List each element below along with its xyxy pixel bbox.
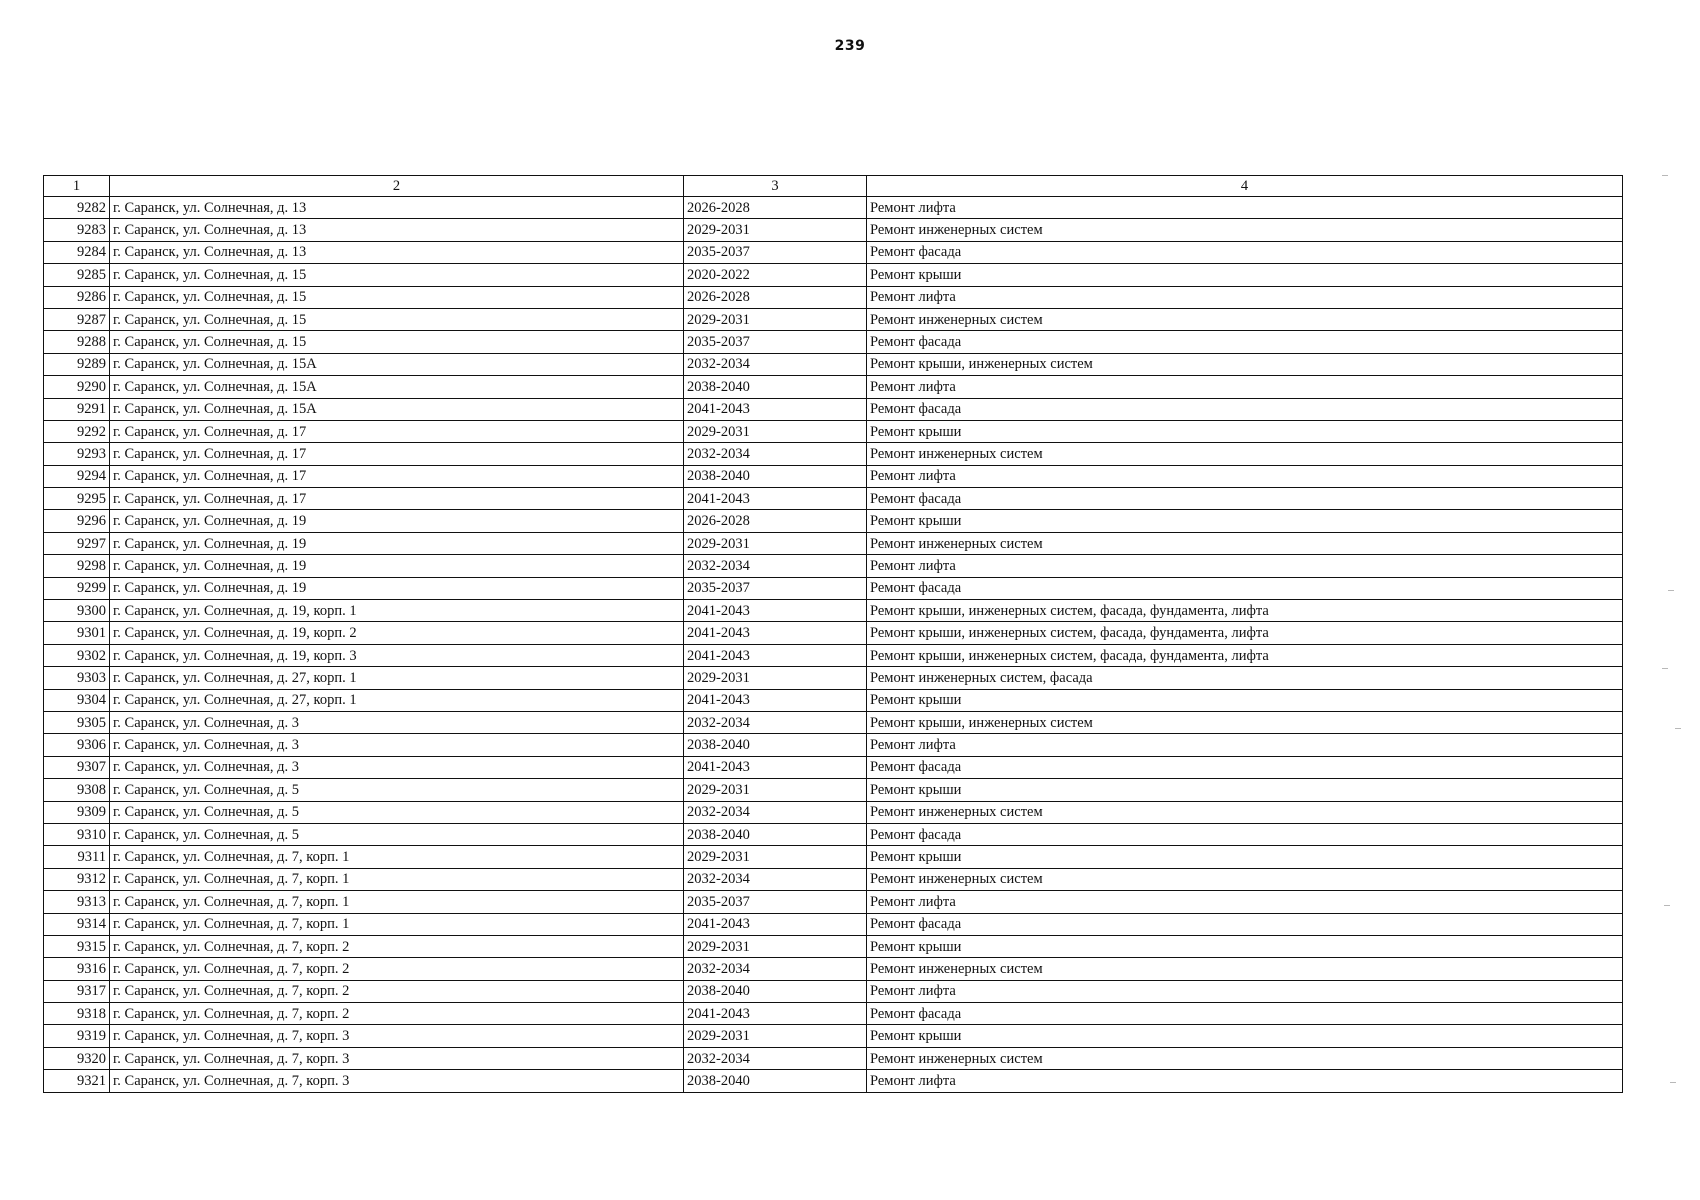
- years-cell: 2020-2022: [684, 264, 867, 286]
- years-cell: 2029-2031: [684, 308, 867, 330]
- table-row: [44, 711, 1623, 733]
- row-number-cell: 9319: [44, 1025, 110, 1047]
- table-row: [44, 1003, 1623, 1025]
- work-type-cell: Ремонт крыши: [867, 420, 1623, 442]
- row-number-cell: 9293: [44, 443, 110, 465]
- address-cell: г. Саранск, ул. Солнечная, д. 7, корп. 1: [110, 846, 684, 868]
- work-type-cell: Ремонт крыши: [867, 846, 1623, 868]
- table-row: [44, 532, 1623, 554]
- years-cell: 2026-2028: [684, 197, 867, 219]
- row-number-cell: 9304: [44, 689, 110, 711]
- address-cell: г. Саранск, ул. Солнечная, д. 7, корп. 1: [110, 868, 684, 890]
- table-row: [44, 779, 1623, 801]
- address-cell: г. Саранск, ул. Солнечная, д. 7, корп. 3: [110, 1025, 684, 1047]
- row-number-cell: 9310: [44, 823, 110, 845]
- row-number-cell: 9308: [44, 779, 110, 801]
- work-type-cell: Ремонт лифта: [867, 734, 1623, 756]
- row-number-cell: 9295: [44, 488, 110, 510]
- years-cell: 2032-2034: [684, 1047, 867, 1069]
- column-header-2: 2: [110, 176, 684, 197]
- row-number-cell: 9307: [44, 756, 110, 778]
- years-cell: 2035-2037: [684, 577, 867, 599]
- row-number-cell: 9309: [44, 801, 110, 823]
- years-cell: 2029-2031: [684, 935, 867, 957]
- work-type-cell: Ремонт лифта: [867, 286, 1623, 308]
- table-row: [44, 376, 1623, 398]
- table-row: [44, 219, 1623, 241]
- years-cell: 2035-2037: [684, 891, 867, 913]
- address-cell: г. Саранск, ул. Солнечная, д. 15А: [110, 353, 684, 375]
- table-row: [44, 980, 1623, 1002]
- table-row: [44, 353, 1623, 375]
- address-cell: г. Саранск, ул. Солнечная, д. 27, корп. 1: [110, 689, 684, 711]
- table-row: [44, 823, 1623, 845]
- row-number-cell: 9282: [44, 197, 110, 219]
- years-cell: 2041-2043: [684, 1003, 867, 1025]
- scan-mark: [1664, 905, 1670, 906]
- years-cell: 2041-2043: [684, 913, 867, 935]
- row-number-cell: 9302: [44, 644, 110, 666]
- table-row: [44, 1047, 1623, 1069]
- address-cell: г. Саранск, ул. Солнечная, д. 7, корп. 2: [110, 980, 684, 1002]
- table-row: [44, 868, 1623, 890]
- table-row: [44, 622, 1623, 644]
- row-number-cell: 9289: [44, 353, 110, 375]
- work-type-cell: Ремонт инженерных систем: [867, 219, 1623, 241]
- table-row: [44, 197, 1623, 219]
- scan-mark: [1668, 590, 1674, 591]
- row-number-cell: 9287: [44, 308, 110, 330]
- address-cell: г. Саранск, ул. Солнечная, д. 17: [110, 488, 684, 510]
- column-header-3: 3: [684, 176, 867, 197]
- years-cell: 2032-2034: [684, 868, 867, 890]
- row-number-cell: 9317: [44, 980, 110, 1002]
- address-cell: г. Саранск, ул. Солнечная, д. 3: [110, 711, 684, 733]
- years-cell: 2029-2031: [684, 846, 867, 868]
- table-row: [44, 846, 1623, 868]
- row-number-cell: 9314: [44, 913, 110, 935]
- years-cell: 2035-2037: [684, 331, 867, 353]
- table-row: [44, 913, 1623, 935]
- table-row: [44, 577, 1623, 599]
- row-number-cell: 9284: [44, 241, 110, 263]
- work-type-cell: Ремонт инженерных систем: [867, 958, 1623, 980]
- table-row: [44, 891, 1623, 913]
- row-number-cell: 9296: [44, 510, 110, 532]
- work-type-cell: Ремонт инженерных систем: [867, 1047, 1623, 1069]
- work-type-cell: Ремонт фасада: [867, 398, 1623, 420]
- work-type-cell: Ремонт крыши: [867, 689, 1623, 711]
- address-cell: г. Саранск, ул. Солнечная, д. 7, корп. 3: [110, 1047, 684, 1069]
- work-type-cell: Ремонт крыши: [867, 1025, 1623, 1047]
- work-type-cell: Ремонт лифта: [867, 1070, 1623, 1092]
- address-cell: г. Саранск, ул. Солнечная, д. 27, корп. 1: [110, 667, 684, 689]
- address-cell: г. Саранск, ул. Солнечная, д. 13: [110, 197, 684, 219]
- table-row: [44, 689, 1623, 711]
- repair-schedule-table: [43, 175, 1623, 1093]
- table-row: [44, 958, 1623, 980]
- work-type-cell: Ремонт инженерных систем: [867, 308, 1623, 330]
- work-type-cell: Ремонт фасада: [867, 241, 1623, 263]
- address-cell: г. Саранск, ул. Солнечная, д. 5: [110, 779, 684, 801]
- row-number-cell: 9297: [44, 532, 110, 554]
- table-row: [44, 264, 1623, 286]
- table-row: [44, 510, 1623, 532]
- table-row: [44, 756, 1623, 778]
- address-cell: г. Саранск, ул. Солнечная, д. 19, корп. 1: [110, 600, 684, 622]
- column-header-4: 4: [867, 176, 1623, 197]
- address-cell: г. Саранск, ул. Солнечная, д. 19: [110, 510, 684, 532]
- work-type-cell: Ремонт лифта: [867, 891, 1623, 913]
- work-type-cell: Ремонт фасада: [867, 488, 1623, 510]
- years-cell: 2041-2043: [684, 622, 867, 644]
- years-cell: 2032-2034: [684, 353, 867, 375]
- table-row: [44, 465, 1623, 487]
- address-cell: г. Саранск, ул. Солнечная, д. 7, корп. 3: [110, 1070, 684, 1092]
- table-row: [44, 667, 1623, 689]
- work-type-cell: Ремонт фасада: [867, 756, 1623, 778]
- work-type-cell: Ремонт крыши, инженерных систем, фасада, фундамента, лифта: [867, 644, 1623, 666]
- address-cell: г. Саранск, ул. Солнечная, д. 19, корп. 3: [110, 644, 684, 666]
- row-number-cell: 9299: [44, 577, 110, 599]
- row-number-cell: 9312: [44, 868, 110, 890]
- address-cell: г. Саранск, ул. Солнечная, д. 17: [110, 465, 684, 487]
- address-cell: г. Саранск, ул. Солнечная, д. 7, корп. 1: [110, 913, 684, 935]
- years-cell: 2038-2040: [684, 376, 867, 398]
- years-cell: 2029-2031: [684, 532, 867, 554]
- work-type-cell: Ремонт лифта: [867, 376, 1623, 398]
- work-type-cell: Ремонт лифта: [867, 465, 1623, 487]
- address-cell: г. Саранск, ул. Солнечная, д. 17: [110, 420, 684, 442]
- years-cell: 2035-2037: [684, 241, 867, 263]
- work-type-cell: Ремонт инженерных систем: [867, 443, 1623, 465]
- table-row: [44, 555, 1623, 577]
- years-cell: 2032-2034: [684, 711, 867, 733]
- years-cell: 2029-2031: [684, 779, 867, 801]
- table-row: [44, 935, 1623, 957]
- row-number-cell: 9286: [44, 286, 110, 308]
- work-type-cell: Ремонт крыши: [867, 935, 1623, 957]
- row-number-cell: 9290: [44, 376, 110, 398]
- years-cell: 2038-2040: [684, 980, 867, 1002]
- years-cell: 2026-2028: [684, 286, 867, 308]
- years-cell: 2041-2043: [684, 488, 867, 510]
- address-cell: г. Саранск, ул. Солнечная, д. 13: [110, 219, 684, 241]
- table-header-row: [44, 176, 1623, 197]
- row-number-cell: 9294: [44, 465, 110, 487]
- scan-mark: [1670, 1082, 1676, 1083]
- years-cell: 2041-2043: [684, 398, 867, 420]
- address-cell: г. Саранск, ул. Солнечная, д. 15А: [110, 376, 684, 398]
- work-type-cell: Ремонт крыши, инженерных систем, фасада, фундамента, лифта: [867, 600, 1623, 622]
- address-cell: г. Саранск, ул. Солнечная, д. 7, корп. 2: [110, 1003, 684, 1025]
- address-cell: г. Саранск, ул. Солнечная, д. 19: [110, 532, 684, 554]
- table-row: [44, 443, 1623, 465]
- address-cell: г. Саранск, ул. Солнечная, д. 15: [110, 331, 684, 353]
- scan-mark: [1662, 668, 1668, 669]
- row-number-cell: 9305: [44, 711, 110, 733]
- work-type-cell: Ремонт крыши, инженерных систем: [867, 353, 1623, 375]
- address-cell: г. Саранск, ул. Солнечная, д. 17: [110, 443, 684, 465]
- work-type-cell: Ремонт фасада: [867, 823, 1623, 845]
- table-row: [44, 488, 1623, 510]
- column-header-1: 1: [44, 176, 110, 197]
- row-number-cell: 9320: [44, 1047, 110, 1069]
- years-cell: 2029-2031: [684, 1025, 867, 1047]
- table-row: [44, 801, 1623, 823]
- table-row: [44, 1070, 1623, 1092]
- table-row: [44, 420, 1623, 442]
- address-cell: г. Саранск, ул. Солнечная, д. 7, корп. 1: [110, 891, 684, 913]
- table-row: [44, 734, 1623, 756]
- work-type-cell: Ремонт крыши: [867, 264, 1623, 286]
- address-cell: г. Саранск, ул. Солнечная, д. 5: [110, 801, 684, 823]
- address-cell: г. Саранск, ул. Солнечная, д. 3: [110, 734, 684, 756]
- row-number-cell: 9298: [44, 555, 110, 577]
- address-cell: г. Саранск, ул. Солнечная, д. 13: [110, 241, 684, 263]
- table-row: [44, 1025, 1623, 1047]
- years-cell: 2041-2043: [684, 689, 867, 711]
- work-type-cell: Ремонт фасада: [867, 1003, 1623, 1025]
- table-row: [44, 644, 1623, 666]
- row-number-cell: 9316: [44, 958, 110, 980]
- address-cell: г. Саранск, ул. Солнечная, д. 15А: [110, 398, 684, 420]
- row-number-cell: 9292: [44, 420, 110, 442]
- years-cell: 2032-2034: [684, 555, 867, 577]
- table-row: [44, 286, 1623, 308]
- scan-mark: [1662, 175, 1668, 176]
- work-type-cell: Ремонт лифта: [867, 980, 1623, 1002]
- address-cell: г. Саранск, ул. Солнечная, д. 19, корп. 2: [110, 622, 684, 644]
- row-number-cell: 9291: [44, 398, 110, 420]
- work-type-cell: Ремонт инженерных систем: [867, 532, 1623, 554]
- address-cell: г. Саранск, ул. Солнечная, д. 15: [110, 308, 684, 330]
- years-cell: 2029-2031: [684, 667, 867, 689]
- scan-mark: [1675, 728, 1681, 729]
- work-type-cell: Ремонт фасада: [867, 913, 1623, 935]
- work-type-cell: Ремонт фасада: [867, 577, 1623, 599]
- row-number-cell: 9313: [44, 891, 110, 913]
- work-type-cell: Ремонт крыши: [867, 779, 1623, 801]
- years-cell: 2041-2043: [684, 600, 867, 622]
- years-cell: 2032-2034: [684, 958, 867, 980]
- table-row: [44, 241, 1623, 263]
- table-row: [44, 308, 1623, 330]
- table-row: [44, 600, 1623, 622]
- row-number-cell: 9321: [44, 1070, 110, 1092]
- row-number-cell: 9311: [44, 846, 110, 868]
- years-cell: 2041-2043: [684, 644, 867, 666]
- years-cell: 2038-2040: [684, 465, 867, 487]
- years-cell: 2041-2043: [684, 756, 867, 778]
- years-cell: 2038-2040: [684, 734, 867, 756]
- years-cell: 2029-2031: [684, 420, 867, 442]
- row-number-cell: 9285: [44, 264, 110, 286]
- years-cell: 2038-2040: [684, 1070, 867, 1092]
- row-number-cell: 9318: [44, 1003, 110, 1025]
- page-number: 239: [834, 38, 866, 54]
- address-cell: г. Саранск, ул. Солнечная, д. 7, корп. 2: [110, 958, 684, 980]
- address-cell: г. Саранск, ул. Солнечная, д. 15: [110, 286, 684, 308]
- years-cell: 2029-2031: [684, 219, 867, 241]
- address-cell: г. Саранск, ул. Солнечная, д. 19: [110, 555, 684, 577]
- row-number-cell: 9301: [44, 622, 110, 644]
- years-cell: 2032-2034: [684, 801, 867, 823]
- work-type-cell: Ремонт лифта: [867, 555, 1623, 577]
- work-type-cell: Ремонт инженерных систем: [867, 801, 1623, 823]
- years-cell: 2032-2034: [684, 443, 867, 465]
- years-cell: 2038-2040: [684, 823, 867, 845]
- work-type-cell: Ремонт инженерных систем: [867, 868, 1623, 890]
- work-type-cell: Ремонт лифта: [867, 197, 1623, 219]
- address-cell: г. Саранск, ул. Солнечная, д. 19: [110, 577, 684, 599]
- work-type-cell: Ремонт инженерных систем, фасада: [867, 667, 1623, 689]
- table-body: [44, 197, 1623, 1093]
- row-number-cell: 9283: [44, 219, 110, 241]
- work-type-cell: Ремонт фасада: [867, 331, 1623, 353]
- address-cell: г. Саранск, ул. Солнечная, д. 7, корп. 2: [110, 935, 684, 957]
- work-type-cell: Ремонт крыши, инженерных систем: [867, 711, 1623, 733]
- row-number-cell: 9303: [44, 667, 110, 689]
- work-type-cell: Ремонт крыши, инженерных систем, фасада, фундамента, лифта: [867, 622, 1623, 644]
- address-cell: г. Саранск, ул. Солнечная, д. 15: [110, 264, 684, 286]
- row-number-cell: 9306: [44, 734, 110, 756]
- table-row: [44, 331, 1623, 353]
- row-number-cell: 9315: [44, 935, 110, 957]
- row-number-cell: 9300: [44, 600, 110, 622]
- work-type-cell: Ремонт крыши: [867, 510, 1623, 532]
- row-number-cell: 9288: [44, 331, 110, 353]
- table-row: [44, 398, 1623, 420]
- years-cell: 2026-2028: [684, 510, 867, 532]
- address-cell: г. Саранск, ул. Солнечная, д. 5: [110, 823, 684, 845]
- address-cell: г. Саранск, ул. Солнечная, д. 3: [110, 756, 684, 778]
